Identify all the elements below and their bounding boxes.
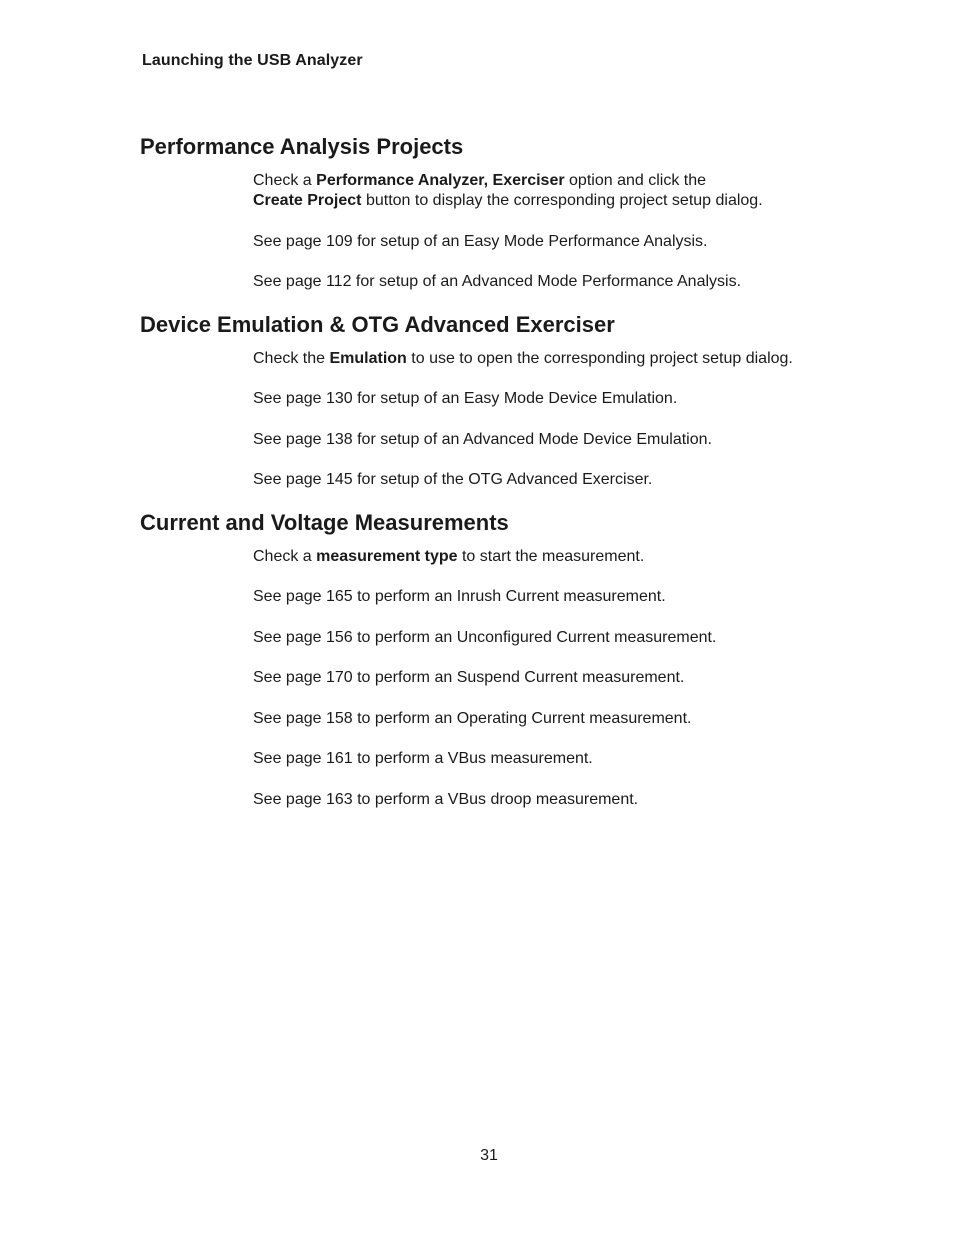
paragraph-emulation-instructions xyxy=(253,349,793,369)
paragraph-see-page-158: See page 158 to perform an Operating Current measurement. xyxy=(253,710,692,727)
paragraph-text: Check a xyxy=(253,548,317,565)
paragraph-see-page-163: See page 163 to perform a VBus droop measurement. xyxy=(253,791,639,808)
ui-term-create-project: Create Project xyxy=(253,192,362,209)
page-number: 31 xyxy=(480,1147,498,1164)
paragraph-measurement-instructions xyxy=(253,547,644,567)
paragraph-see-page-165: See page 165 to perform an Inrush Current measurement. xyxy=(253,588,666,605)
paragraph-see-page-156: See page 156 to perform an Unconfigured Current measurement. xyxy=(253,629,717,646)
ui-term-performance-analyzer-exerciser: Performance Analyzer, Exerciser xyxy=(316,172,565,189)
paragraph-text: to use to open the corresponding project setup dialog. xyxy=(406,350,793,367)
paragraph-see-page-109: See page 109 for setup of an Easy Mode Performance Analysis. xyxy=(253,233,708,250)
ui-term-measurement-type: measurement type xyxy=(316,548,458,565)
paragraph-see-page-138: See page 138 for setup of an Advanced Mode Device Emulation. xyxy=(253,431,712,448)
paragraph-see-page-161: See page 161 to perform a VBus measurement. xyxy=(253,750,593,767)
paragraph-see-page-130: See page 130 for setup of an Easy Mode Device Emulation. xyxy=(253,390,678,407)
paragraph-see-page-170: See page 170 to perform an Suspend Current measurement. xyxy=(253,669,685,686)
paragraph-see-page-112: See page 112 for setup of an Advanced Mode Performance Analysis. xyxy=(253,273,742,290)
section-title-current-voltage: Current and Voltage Measurements xyxy=(140,510,509,535)
paragraph-performance-instructions xyxy=(253,171,763,211)
ui-term-emulation: Emulation xyxy=(329,350,407,367)
paragraph-text: to start the measurement. xyxy=(457,548,645,565)
paragraph-text: button to display the corresponding project setup dialog. xyxy=(361,192,763,209)
paragraph-text: Check a xyxy=(253,172,317,189)
section-title-performance-analysis: Performance Analysis Projects xyxy=(140,134,464,159)
running-header: Launching the USB Analyzer xyxy=(142,52,363,69)
paragraph-see-page-145: See page 145 for setup of the OTG Advanced Exerciser. xyxy=(253,471,653,488)
paragraph-text: Check the xyxy=(253,350,330,367)
section-title-device-emulation: Device Emulation & OTG Advanced Exerciser xyxy=(140,312,615,337)
paragraph-text: option and click the xyxy=(564,172,706,189)
